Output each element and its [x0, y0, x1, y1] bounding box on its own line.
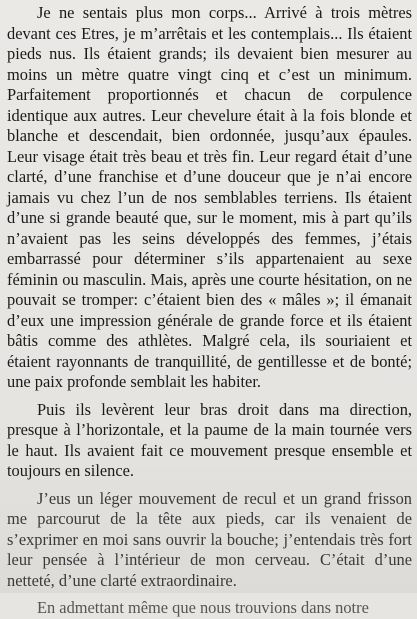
paragraph-4: En admettant même que nous trouvions dans notre	[37, 598, 369, 617]
paragraph-1: Je ne sentais plus mon corps... Arrivé à trois mètres devant ces Etres, je m’arrêtais et les contemplais... Ils étaient pieds nus. Ils étaient grands; ils devaient bien mesurer au moins un mètre quatre vingt cinq et c’est un minimum. Parfaitement proportionnés et chacun de corpulence identique aux autres. Leur chevelure était à la fois blonde et blanche et descendait, bien ordonnée, jusqu’aux épaules. Leur visage était très beau et très fin. Leur regard était d’une clarté, d’une franchise et d’une douceur que je n’ai encore jamais vu chez l’un de nos semblables terriens. Ils étaient d’une si grande beauté que, sur le moment, mis à part qu’ils n’avaient pas les seins développés des femmes, j’étais embarrassé pour déterminer s’ils appartenaient au sexe féminin ou masculin. Mais, après une courte hésitation, on ne pouvait se tromper: c’étaient bien des « mâles »; il émanait d’eux une impression générale de grande force et ils étaient bâtis comme des athlètes. Malgré cela, ils souriaient et étaient rayonnants de tranquillité, de gentillesse et de bonté; une paix profonde semblait les habiter.	[7, 3, 412, 391]
paragraph-3: J’eus un léger mouvement de recul et un grand frisson me parcourut de la tête aux pieds, car ils venaient de s’exprimer en moi sans ouvrir la bouche; j’entendais très fort leur pensée à l’intérieur de mon cerveau. C’était d’une netteté, d’une clarté extraordinaire.	[7, 488, 412, 590]
paragraph-2: Puis ils levèrent leur bras droit dans ma direction, presque à l’horizontale, et la paume de la main tournée vers le haut. Ils avaient fait ce mouvement presque ensemble et toujours en silence.	[7, 399, 412, 480]
text-body	[7, 3, 412, 619]
